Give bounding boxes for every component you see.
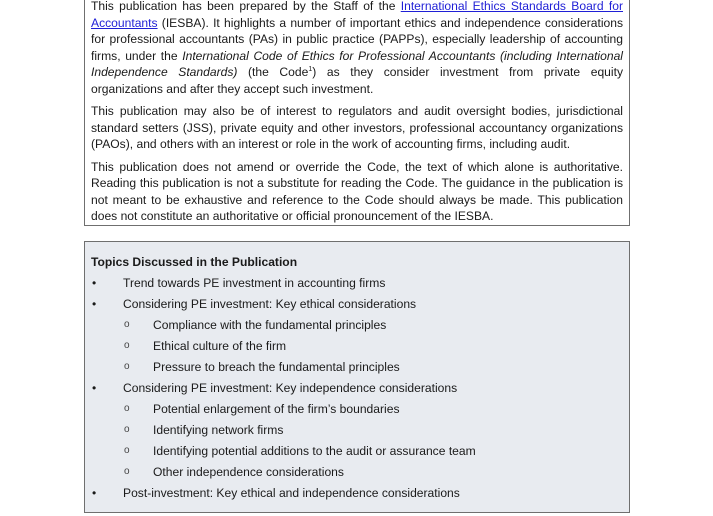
- intro-text-before-link: This publication has been prepared by the Staff of the: [91, 0, 401, 13]
- topics-box: [84, 241, 630, 513]
- hollow-bullet-icon: o: [124, 340, 130, 351]
- bullet-icon: •: [92, 381, 97, 395]
- topic-sub-bullet-item: [91, 443, 623, 464]
- topic-label: Identifying potential additions to the audit or assurance team: [153, 444, 476, 458]
- topic-label: Trend towards PE investment in accounting firms: [123, 276, 386, 290]
- hollow-bullet-icon: o: [124, 319, 130, 330]
- topic-sub-bullet-item: [91, 401, 623, 422]
- hollow-bullet-icon: o: [124, 466, 130, 477]
- topic-label: Pressure to breach the fundamental principles: [153, 360, 400, 374]
- iesba-link[interactable]: International Ethics Standards Board for Accountants: [91, 0, 623, 30]
- bullet-icon: •: [92, 276, 97, 290]
- topic-sub-bullet-item: [91, 338, 623, 359]
- topic-label: Considering PE investment: Key ethical considerations: [123, 297, 417, 311]
- intro-text-after-footnote: ) as they consider investment from private equity organizations and after they accept such investment.: [91, 65, 623, 96]
- intro-paragraph-1: [91, 0, 623, 97]
- bullet-icon: •: [92, 486, 97, 500]
- topic-sub-bullet-item: [91, 317, 623, 338]
- topics-title: Topics Discussed in the Publication: [91, 255, 298, 269]
- hollow-bullet-icon: o: [124, 424, 130, 435]
- intro-text-after-title: (the Code: [237, 65, 309, 79]
- topic-label: Other independence considerations: [153, 465, 344, 479]
- intro-paragraph-2: This publication may also be of interest to regulators and audit oversight bodies, jurisdictional standard setters (JSS), private equity and other investors, professional accountancy organizations (PAOs), and others with an interest or role in the work of accounting firms, including audit.: [91, 104, 623, 151]
- topic-label: Post-investment: Key ethical and independence considerations: [123, 486, 460, 500]
- topic-sub-bullet-item: [91, 359, 623, 380]
- topic-sub-bullet-item: [91, 422, 623, 443]
- bullet-icon: •: [92, 297, 97, 311]
- topic-label: Compliance with the fundamental principles: [153, 318, 387, 332]
- topic-list: [91, 275, 623, 506]
- hollow-bullet-icon: o: [124, 361, 130, 372]
- topic-label: Identifying network firms: [153, 423, 284, 437]
- intro-box: [84, 0, 630, 226]
- hollow-bullet-icon: o: [124, 403, 130, 414]
- topic-bullet-item: [91, 380, 623, 401]
- intro-paragraph-3: This publication does not amend or override the Code, the text of which alone is authoritative. Reading this publication is not a substitute for reading the Code. The guidance in the publication is not meant to be exhaustive and reference to the Code should always be made. This publication does not constitute an authoritative or official pronouncement of the IESBA.: [91, 159, 623, 223]
- topic-bullet-item: [91, 296, 623, 317]
- code-title: International Code of Ethics for Professional Accountants (including International Independence Standards): [91, 48, 623, 79]
- topic-label: Ethical culture of the firm: [153, 339, 287, 353]
- topic-bullet-item: [91, 485, 623, 506]
- intro-text-after-link: (IESBA). It highlights a number of important ethics and independence considerations for professional accountants (PAs) in public practice (PAPPs), especially leadership of accounting firms, under the: [91, 15, 623, 63]
- topic-bullet-item: [91, 275, 623, 296]
- topic-label: Considering PE investment: Key independence considerations: [123, 381, 458, 395]
- footnote-ref[interactable]: 1: [308, 65, 313, 73]
- hollow-bullet-icon: o: [124, 445, 130, 456]
- topic-label: Potential enlargement of the firm’s boundaries: [153, 402, 400, 416]
- topic-sub-bullet-item: [91, 464, 623, 485]
